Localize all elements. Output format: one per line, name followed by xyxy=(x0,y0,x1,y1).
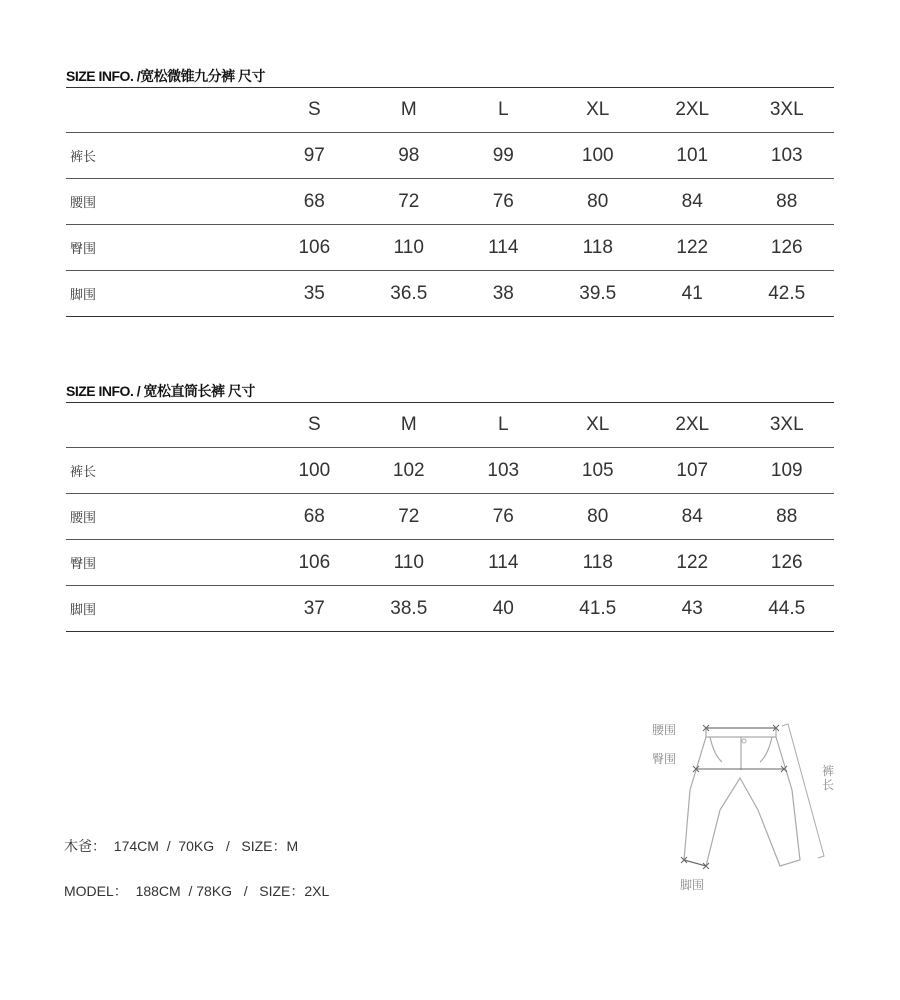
trousers-icon xyxy=(640,710,840,900)
size-table xyxy=(66,403,834,632)
size-header: XL xyxy=(586,99,610,120)
hem-label: 脚围 xyxy=(680,878,705,892)
table-row xyxy=(66,494,834,540)
table-cell: 118 xyxy=(551,225,645,271)
size-table-section-2 xyxy=(66,381,834,632)
row-label: 臀围 xyxy=(66,225,267,271)
pocket-right xyxy=(760,737,772,762)
size-header: L xyxy=(497,414,509,435)
header-empty-cell xyxy=(66,88,267,133)
section-title: SIZE INFO. /宽松微锥九分裤 尺寸 xyxy=(66,66,834,88)
button-shape xyxy=(742,739,746,743)
waist-label: 腰围 xyxy=(652,723,677,737)
table-cell: 41 xyxy=(645,271,739,317)
table-cell: 44.5 xyxy=(739,586,834,632)
hem-measure-line xyxy=(684,860,706,866)
table-cell: 106 xyxy=(267,540,361,586)
row-label: 臀围 xyxy=(66,540,267,586)
table-cell: 109 xyxy=(739,448,834,494)
table-row xyxy=(66,448,834,494)
table-cell: 126 xyxy=(739,540,834,586)
table-cell: 114 xyxy=(456,540,550,586)
size-header: S xyxy=(307,414,321,435)
row-label: 脚围 xyxy=(66,271,267,317)
size-header: XL xyxy=(586,414,610,435)
table-row xyxy=(66,225,834,271)
table-row xyxy=(66,540,834,586)
table-cell: 68 xyxy=(267,179,361,225)
table-cell: 80 xyxy=(551,179,645,225)
length-label: 裤长 xyxy=(822,764,835,792)
table-row xyxy=(66,133,834,179)
waistband-shape xyxy=(706,728,776,737)
size-header: 2XL xyxy=(675,99,710,120)
row-label: 裤长 xyxy=(66,133,267,179)
pocket-left xyxy=(710,737,722,762)
table-cell: 114 xyxy=(456,225,550,271)
size-header-row xyxy=(66,403,834,448)
header-empty-cell xyxy=(66,403,267,448)
model-info-1: 木爸： 174CM / 70KG / SIZE：M xyxy=(64,838,299,854)
size-table-section-1 xyxy=(66,66,834,317)
row-label: 脚围 xyxy=(66,586,267,632)
table-cell: 105 xyxy=(551,448,645,494)
table-cell: 38.5 xyxy=(362,586,456,632)
row-label: 裤长 xyxy=(66,448,267,494)
table-cell: 80 xyxy=(551,494,645,540)
size-header-row xyxy=(66,88,834,133)
size-header: 3XL xyxy=(769,414,804,435)
table-cell: 42.5 xyxy=(739,271,834,317)
size-header: 2XL xyxy=(675,414,710,435)
table-cell: 103 xyxy=(739,133,834,179)
table-cell: 37 xyxy=(267,586,361,632)
table-cell: 88 xyxy=(739,494,834,540)
hip-label: 臀围 xyxy=(652,752,677,766)
model-info-2: MODEL： 188CM / 78KG / SIZE：2XL xyxy=(64,883,330,899)
size-header: 3XL xyxy=(769,99,804,120)
table-cell: 39.5 xyxy=(551,271,645,317)
table-cell: 40 xyxy=(456,586,550,632)
table-cell: 72 xyxy=(362,494,456,540)
size-table xyxy=(66,88,834,317)
table-cell: 122 xyxy=(645,225,739,271)
table-cell: 126 xyxy=(739,225,834,271)
table-cell: 97 xyxy=(267,133,361,179)
trousers-outline-shape xyxy=(684,737,800,866)
table-row xyxy=(66,271,834,317)
table-row xyxy=(66,179,834,225)
table-cell: 84 xyxy=(645,179,739,225)
table-row xyxy=(66,586,834,632)
table-cell: 68 xyxy=(267,494,361,540)
table-cell: 36.5 xyxy=(362,271,456,317)
length-measure-line xyxy=(782,724,824,858)
table-cell: 41.5 xyxy=(551,586,645,632)
size-header: L xyxy=(497,99,509,120)
size-header: S xyxy=(307,99,321,120)
size-header: M xyxy=(400,99,417,120)
table-cell: 98 xyxy=(362,133,456,179)
row-label: 腰围 xyxy=(66,179,267,225)
table-cell: 106 xyxy=(267,225,361,271)
table-cell: 100 xyxy=(267,448,361,494)
section-title: SIZE INFO. / 宽松直筒长裤 尺寸 xyxy=(66,381,834,403)
table-cell: 122 xyxy=(645,540,739,586)
table-cell: 107 xyxy=(645,448,739,494)
table-cell: 88 xyxy=(739,179,834,225)
table-cell: 102 xyxy=(362,448,456,494)
row-label: 腰围 xyxy=(66,494,267,540)
table-cell: 118 xyxy=(551,540,645,586)
table-cell: 101 xyxy=(645,133,739,179)
table-cell: 100 xyxy=(551,133,645,179)
table-cell: 76 xyxy=(456,494,550,540)
trousers-measurement-diagram xyxy=(640,710,840,900)
table-cell: 72 xyxy=(362,179,456,225)
table-cell: 43 xyxy=(645,586,739,632)
table-cell: 35 xyxy=(267,271,361,317)
table-cell: 84 xyxy=(645,494,739,540)
table-cell: 38 xyxy=(456,271,550,317)
table-cell: 110 xyxy=(362,540,456,586)
size-header: M xyxy=(400,414,417,435)
table-cell: 99 xyxy=(456,133,550,179)
table-cell: 103 xyxy=(456,448,550,494)
table-cell: 76 xyxy=(456,179,550,225)
table-cell: 110 xyxy=(362,225,456,271)
